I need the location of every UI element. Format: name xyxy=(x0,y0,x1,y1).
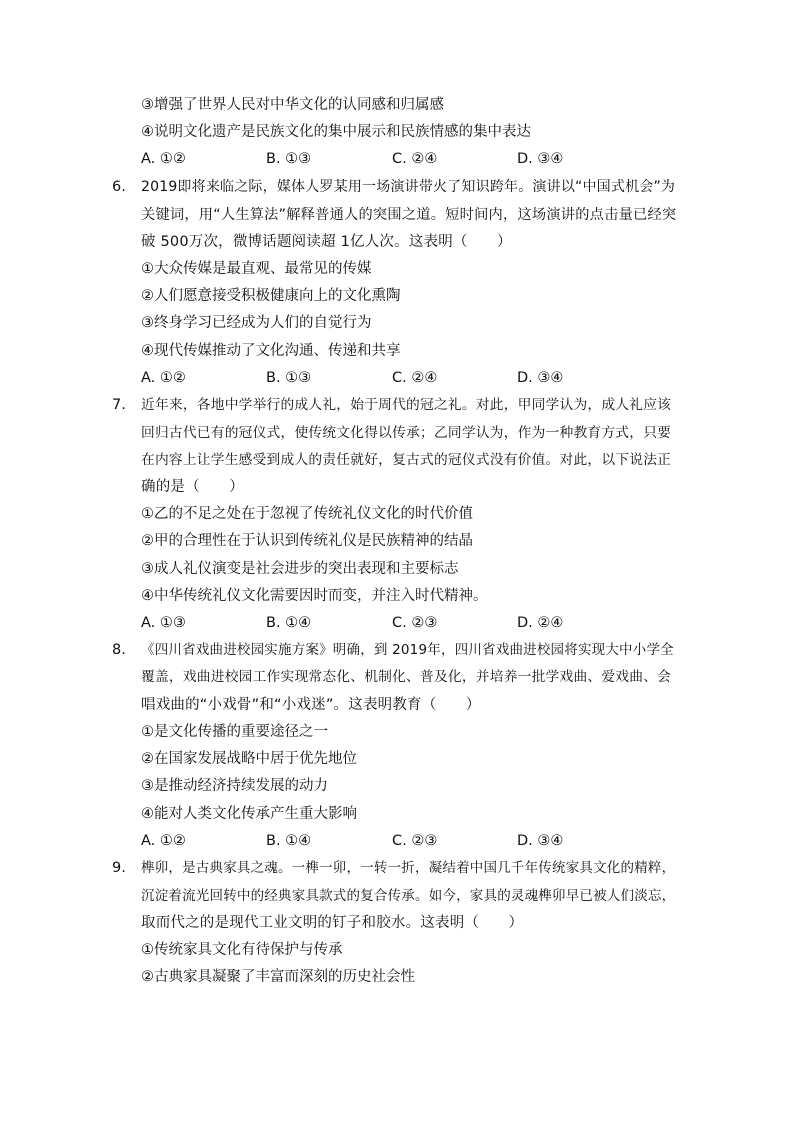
question-8-number: 8. xyxy=(112,642,126,658)
question-7-line-2: 回归古代已有的冠仪式，使传统文化得以传承；乙同学认为，作为一种教育方式，只要 xyxy=(141,425,672,441)
question-9-statement-1: ①传统家具文化有待保护与传承 xyxy=(141,942,343,958)
question-8-option-c: C. ②③ xyxy=(392,833,438,849)
question-6-option-b: B. ①③ xyxy=(266,370,312,386)
prev-statement-4: ④说明文化遗产是民族文化的集中展示和民族情感的集中表达 xyxy=(141,124,531,140)
question-6-statement-2: ②人们愿意接受积极健康向上的文化熏陶 xyxy=(141,288,401,304)
prev-statement-3: ③增强了世界人民对中华文化的认同感和归属感 xyxy=(141,97,444,113)
question-7-statement-2: ②甲的合理性在于认识到传统礼仪是民族精神的结晶 xyxy=(141,533,473,549)
question-7-option-c: C. ②③ xyxy=(392,615,438,631)
question-7-statement-3: ③成人礼仪演变是社会进步的突出表现和主要标志 xyxy=(141,561,459,577)
question-7-option-a: A. ①③ xyxy=(141,615,186,631)
question-7-line-3: 在内容上让学生感受到成人的责任就好，复古式的冠仪式没有价值。对此，以下说法正 xyxy=(141,452,672,468)
question-7-option-d: D. ②④ xyxy=(517,615,564,631)
question-6-statement-1: ①大众传媒是最直观、最常见的传媒 xyxy=(141,261,372,277)
question-9-line-2: 沉淀着流光回转中的经典家具款式的复合传承。如今，家具的灵魂榫卯早已被人们淡忘， xyxy=(141,888,676,904)
question-7-option-b: B. ①④ xyxy=(266,615,312,631)
prev-option-c: C. ②④ xyxy=(392,151,438,167)
question-8-line-3: 唱戏曲的“小戏骨”和“小戏迷”。这表明教育（ ） xyxy=(141,697,481,713)
question-6-option-a: A. ①② xyxy=(141,370,186,386)
question-9-line-3: 取而代之的是现代工业文明的钉子和胶水。这表明（ ） xyxy=(141,915,524,931)
question-8-option-a: A. ①② xyxy=(141,833,186,849)
question-6-option-d: D. ③④ xyxy=(517,370,564,386)
prev-option-a: A. ①② xyxy=(141,151,186,167)
question-9-line-1: 榫卯，是古典家具之魂。一榫一卯，一转一折，凝结着中国几千年传统家具文化的精粹， xyxy=(141,860,676,876)
question-6-statement-4: ④现代传媒推动了文化沟通、传递和共享 xyxy=(141,343,401,359)
question-9-number: 9. xyxy=(112,860,126,876)
question-7-statement-1: ①乙的不足之处在于忽视了传统礼仪文化的时代价值 xyxy=(141,506,473,522)
question-9-statement-2: ②古典家具凝聚了丰富而深刻的历史社会性 xyxy=(141,969,415,985)
question-6-line-3: 破 500万次，微博话题阅读超 1亿人次。这表明（ ） xyxy=(141,234,512,250)
prev-option-d: D. ③④ xyxy=(517,151,564,167)
question-8-statement-4: ④能对人类文化传承产生重大影响 xyxy=(141,806,357,822)
question-6-line-1: 2019即将来临之际，媒体人罗某用一场演讲带火了知识跨年。演讲以“中国式机会”为 xyxy=(141,179,676,195)
question-8-option-d: D. ③④ xyxy=(517,833,564,849)
question-6-number: 6. xyxy=(112,179,126,195)
question-8-statement-2: ②在国家发展战略中居于优先地位 xyxy=(141,751,357,767)
prev-option-b: B. ①③ xyxy=(266,151,312,167)
question-8-line-2: 覆盖，戏曲进校园工作实现常态化、机制化、普及化，并培养一批学戏曲、爱戏曲、会 xyxy=(141,669,672,685)
question-6-line-2: 关键词，用“人生算法”解释普通人的突围之道。短时间内，这场演讲的点击量已经突 xyxy=(141,207,677,223)
question-8-statement-3: ③是推动经济持续发展的动力 xyxy=(141,778,328,794)
question-7-number: 7. xyxy=(112,397,126,413)
question-8-option-b: B. ①④ xyxy=(266,833,312,849)
question-7-line-1: 近年来，各地中学举行的成人礼，始于周代的冠之礼。对此，甲同学认为，成人礼应该 xyxy=(141,397,672,413)
question-7-line-4: 确的是（ ） xyxy=(141,479,244,495)
question-6-statement-3: ③终身学习已经成为人们的自觉行为 xyxy=(141,315,372,331)
question-8-line-1: 《四川省戏曲进校园实施方案》明确，到 2019年，四川省戏曲进校园将实现大中小学全 xyxy=(141,642,674,658)
question-8-statement-1: ①是文化传播的重要途径之一 xyxy=(141,724,328,740)
question-6-option-c: C. ②④ xyxy=(392,370,438,386)
question-7-statement-4: ④中华传统礼仪文化需要因时而变，并注入时代精神。 xyxy=(141,588,488,604)
